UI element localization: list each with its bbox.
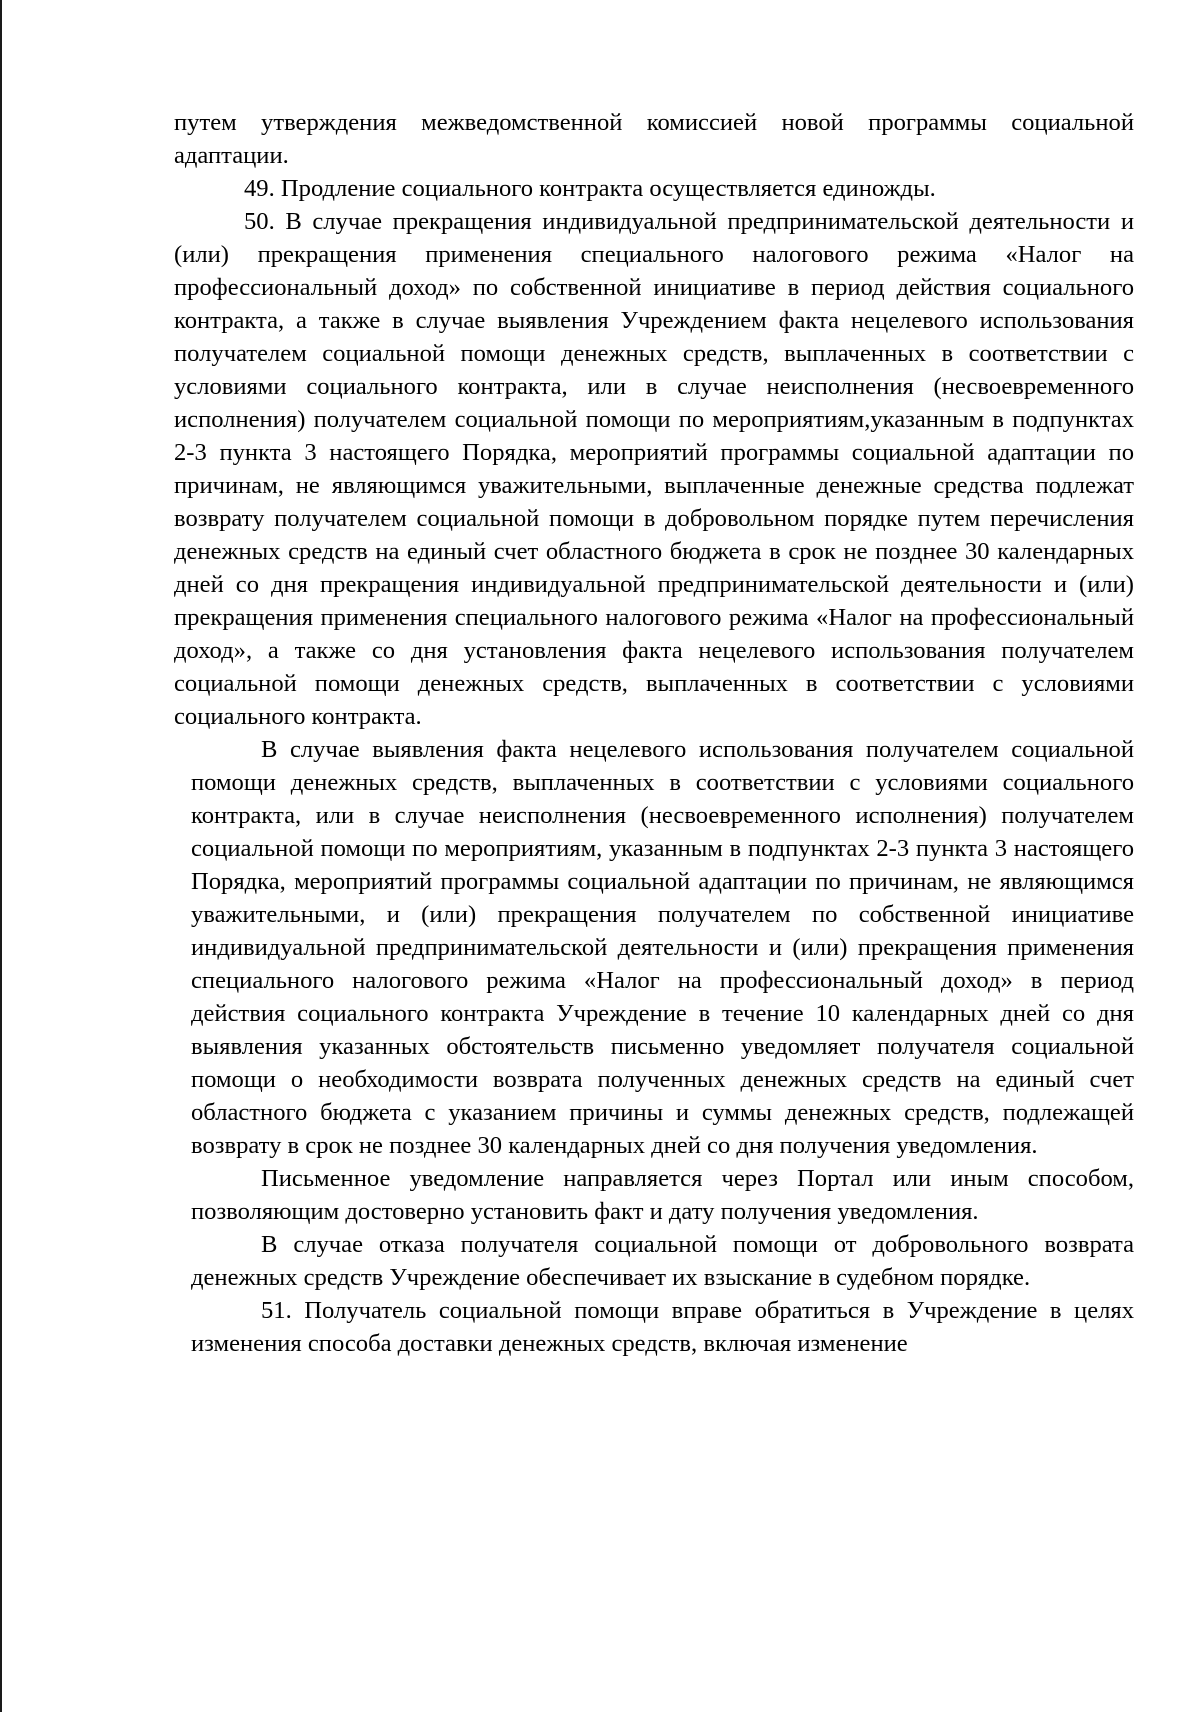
scan-edge-line <box>0 0 2 1712</box>
paragraph-item-51: 51. Получатель социальной помощи вправе обратиться в Учреждение в целях изменения способа доставки денежных средств, включая изменение <box>191 1297 1134 1357</box>
paragraph-continuation: путем утверждения межведомственной комиссией новой программы социальной адаптации. <box>174 109 1134 169</box>
paragraph-item-49: 49. Продление социального контракта осуществляется единожды. <box>244 175 936 202</box>
document-body <box>174 106 1134 1360</box>
paragraph-item-50: 50. В случае прекращения индивидуальной предпринимательской деятельности и (или) прекращения применения специального налогового режима «Налог на профессиональный доход» по собственной инициативе в период действия социального контракта, а также в случае выявления Учреждением факта нецелевого использования получателем социальной помощи денежных средств, выплаченных в соответствии с условиями социального контракта, или в случае неисполнения (несвоевременного исполнения) получателем социальной помощи по мероприятиям,указанным в подпунктах 2-3 пункта 3 настоящего Порядка, мероприятий программы социальной адаптации по причинам, не являющимся уважительными, выплаченные денежные средства подлежат возврату получателем социальной помощи в добровольном порядке путем перечисления денежных средств на единый счет областного бюджета в срок не позднее 30 календарных дней со дня прекращения индивидуальной предпринимательской деятельности и (или) прекращения применения специального налогового режима «Налог на профессиональный доход», а также со дня установления факта нецелевого использования получателем социальной помощи денежных средств, выплаченных в соответствии с условиями социального контракта. <box>174 208 1134 730</box>
paragraph-written-notice: Письменное уведомление направляется через Портал или иным способом, позволяющим достоверно установить факт и дату получения уведомления. <box>191 1165 1134 1225</box>
paragraph-misuse-notice: В случае выявления факта нецелевого использования получателем социальной помощи денежных средств, выплаченных в соответствии с условиями социального контракта, или в случае неисполнения (несвоевременного исполнения) получателем социальной помощи по мероприятиям, указанным в подпунктах 2-3 пункта 3 настоящего Порядка, мероприятий программы социальной адаптации по причинам, не являющимся уважительными, и (или) прекращения получателем по собственной инициативе индивидуальной предпринимательской деятельности и (или) прекращения применения специального налогового режима «Налог на профессиональный доход» в период действия социального контракта Учреждение в течение 10 календарных дней со дня выявления указанных обстоятельств письменно уведомляет получателя социальной помощи о необходимости возврата полученных денежных средств на единый счет областного бюджета с указанием причины и суммы денежных средств, подлежащей возврату в срок не позднее 30 календарных дней со дня получения уведомления. <box>191 736 1134 1159</box>
paragraph-refusal: В случае отказа получателя социальной помощи от добровольного возврата денежных средств Учреждение обеспечивает их взыскание в судебном порядке. <box>191 1231 1134 1291</box>
